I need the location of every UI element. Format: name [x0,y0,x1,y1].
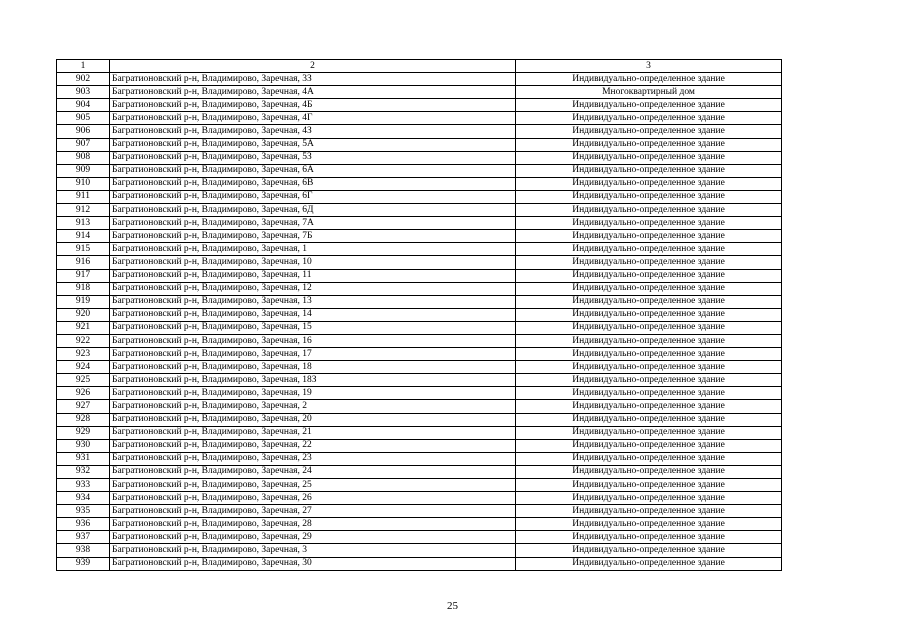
address-cell: Багратионовский р-н, Владимирово, Заречная, 10 [110,256,516,269]
row-number-cell: 910 [57,177,110,190]
table-row [57,230,782,243]
address-cell: Багратионовский р-н, Владимирово, Заречная, 28 [110,518,516,531]
column-header-2: 2 [110,60,516,73]
table-row [57,269,782,282]
object-type-cell: Индивидуально-определенное здание [516,413,782,426]
object-type-cell: Индивидуально-определенное здание [516,531,782,544]
address-cell: Багратионовский р-н, Владимирово, Заречная, 26 [110,492,516,505]
table-row [57,164,782,177]
row-number-cell: 926 [57,387,110,400]
table-row [57,492,782,505]
address-cell: Багратионовский р-н, Владимирово, Заречная, 1 [110,243,516,256]
address-cell: Багратионовский р-н, Владимирово, Заречная, 6В [110,177,516,190]
registry-table-body [57,60,782,571]
address-cell: Багратионовский р-н, Владимирово, Заречная, 21 [110,426,516,439]
row-number-cell: 937 [57,531,110,544]
object-type-cell: Индивидуально-определенное здание [516,426,782,439]
row-number-cell: 923 [57,348,110,361]
table-row [57,308,782,321]
object-type-cell: Индивидуально-определенное здание [516,177,782,190]
object-type-cell: Индивидуально-определенное здание [516,308,782,321]
table-row [57,204,782,217]
object-type-cell: Индивидуально-определенное здание [516,164,782,177]
row-number-cell: 922 [57,334,110,347]
page-number: 25 [447,600,458,612]
object-type-cell: Индивидуально-определенное здание [516,334,782,347]
object-type-cell: Индивидуально-определенное здание [516,321,782,334]
row-number-cell: 917 [57,269,110,282]
object-type-cell: Индивидуально-определенное здание [516,374,782,387]
object-type-cell: Индивидуально-определенное здание [516,282,782,295]
row-number-cell: 934 [57,492,110,505]
address-cell: Багратионовский р-н, Владимирово, Заречная, 18З [110,374,516,387]
object-type-cell: Индивидуально-определенное здание [516,361,782,374]
object-type-cell: Индивидуально-определенное здание [516,269,782,282]
address-cell: Багратионовский р-н, Владимирово, Заречная, 19 [110,387,516,400]
row-number-cell: 915 [57,243,110,256]
table-row [57,348,782,361]
row-number-cell: 933 [57,479,110,492]
address-cell: Багратионовский р-н, Владимирово, Заречная, 3З [110,73,516,86]
address-cell: Багратионовский р-н, Владимирово, Заречная, 7Б [110,230,516,243]
address-cell: Багратионовский р-н, Владимирово, Заречная, 24 [110,465,516,478]
address-cell: Багратионовский р-н, Владимирово, Заречная, 5А [110,138,516,151]
object-type-cell: Индивидуально-определенное здание [516,73,782,86]
row-number-cell: 930 [57,439,110,452]
address-cell: Багратионовский р-н, Владимирово, Заречная, 23 [110,452,516,465]
row-number-cell: 907 [57,138,110,151]
table-row [57,99,782,112]
row-number-cell: 905 [57,112,110,125]
row-number-cell: 918 [57,282,110,295]
row-number-cell: 932 [57,465,110,478]
object-type-cell: Индивидуально-определенное здание [516,479,782,492]
row-number-cell: 935 [57,505,110,518]
object-type-cell: Индивидуально-определенное здание [516,465,782,478]
object-type-cell: Индивидуально-определенное здание [516,230,782,243]
table-header-row [57,60,782,73]
address-cell: Багратионовский р-н, Владимирово, Заречная, 6А [110,164,516,177]
object-type-cell: Индивидуально-определенное здание [516,112,782,125]
table-row [57,334,782,347]
table-row [57,426,782,439]
row-number-cell: 912 [57,204,110,217]
table-row [57,465,782,478]
registry-table [56,59,782,571]
row-number-cell: 908 [57,151,110,164]
object-type-cell: Индивидуально-определенное здание [516,99,782,112]
table-row [57,151,782,164]
object-type-cell: Индивидуально-определенное здание [516,217,782,230]
table-row [57,177,782,190]
table-row [57,125,782,138]
object-type-cell: Индивидуально-определенное здание [516,400,782,413]
object-type-cell: Индивидуально-определенное здание [516,518,782,531]
address-cell: Багратионовский р-н, Владимирово, Заречная, 27 [110,505,516,518]
address-cell: Багратионовский р-н, Владимирово, Заречная, 5З [110,151,516,164]
address-cell: Багратионовский р-н, Владимирово, Заречная, 4З [110,125,516,138]
object-type-cell: Индивидуально-определенное здание [516,190,782,203]
address-cell: Багратионовский р-н, Владимирово, Заречная, 17 [110,348,516,361]
address-cell: Багратионовский р-н, Владимирово, Заречная, 2 [110,400,516,413]
row-number-cell: 909 [57,164,110,177]
address-cell: Багратионовский р-н, Владимирово, Заречная, 20 [110,413,516,426]
address-cell: Багратионовский р-н, Владимирово, Заречная, 30 [110,557,516,570]
address-cell: Багратионовский р-н, Владимирово, Заречная, 7А [110,217,516,230]
address-cell: Багратионовский р-н, Владимирово, Заречная, 4Г [110,112,516,125]
row-number-cell: 904 [57,99,110,112]
row-number-cell: 911 [57,190,110,203]
object-type-cell: Индивидуально-определенное здание [516,544,782,557]
table-row [57,86,782,99]
object-type-cell: Индивидуально-определенное здание [516,125,782,138]
column-header-1: 1 [57,60,110,73]
table-row [57,439,782,452]
address-cell: Багратионовский р-н, Владимирово, Заречная, 6Г [110,190,516,203]
row-number-cell: 925 [57,374,110,387]
table-row [57,479,782,492]
table-row [57,282,782,295]
table-row [57,217,782,230]
address-cell: Багратионовский р-н, Владимирово, Заречная, 6Д [110,204,516,217]
object-type-cell: Многоквартирный дом [516,86,782,99]
address-cell: Багратионовский р-н, Владимирово, Заречная, 13 [110,295,516,308]
object-type-cell: Индивидуально-определенное здание [516,492,782,505]
address-cell: Багратионовский р-н, Владимирово, Заречная, 29 [110,531,516,544]
object-type-cell: Индивидуально-определенное здание [516,204,782,217]
row-number-cell: 906 [57,125,110,138]
address-cell: Багратионовский р-н, Владимирово, Заречная, 15 [110,321,516,334]
row-number-cell: 920 [57,308,110,321]
row-number-cell: 927 [57,400,110,413]
row-number-cell: 939 [57,557,110,570]
table-row [57,138,782,151]
row-number-cell: 913 [57,217,110,230]
address-cell: Багратионовский р-н, Владимирово, Заречная, 4А [110,86,516,99]
table-row [57,243,782,256]
table-row [57,387,782,400]
table-row [57,190,782,203]
object-type-cell: Индивидуально-определенное здание [516,151,782,164]
row-number-cell: 919 [57,295,110,308]
address-cell: Багратионовский р-н, Владимирово, Заречная, 4Б [110,99,516,112]
row-number-cell: 928 [57,413,110,426]
address-cell: Багратионовский р-н, Владимирово, Заречная, 14 [110,308,516,321]
address-cell: Багратионовский р-н, Владимирово, Заречная, 3 [110,544,516,557]
object-type-cell: Индивидуально-определенное здание [516,256,782,269]
row-number-cell: 936 [57,518,110,531]
column-header-3: 3 [516,60,782,73]
table-row [57,544,782,557]
address-cell: Багратионовский р-н, Владимирово, Заречная, 18 [110,361,516,374]
table-row [57,256,782,269]
row-number-cell: 938 [57,544,110,557]
row-number-cell: 903 [57,86,110,99]
row-number-cell: 921 [57,321,110,334]
address-cell: Багратионовский р-н, Владимирово, Заречная, 11 [110,269,516,282]
table-row [57,518,782,531]
table-row [57,505,782,518]
address-cell: Багратионовский р-н, Владимирово, Заречная, 22 [110,439,516,452]
table-row [57,452,782,465]
object-type-cell: Индивидуально-определенное здание [516,138,782,151]
table-row [57,321,782,334]
row-number-cell: 914 [57,230,110,243]
object-type-cell: Индивидуально-определенное здание [516,557,782,570]
table-row [57,112,782,125]
row-number-cell: 916 [57,256,110,269]
address-cell: Багратионовский р-н, Владимирово, Заречная, 12 [110,282,516,295]
table-row [57,295,782,308]
row-number-cell: 929 [57,426,110,439]
table-row [57,361,782,374]
table-row [57,557,782,570]
address-cell: Багратионовский р-н, Владимирово, Заречная, 25 [110,479,516,492]
object-type-cell: Индивидуально-определенное здание [516,243,782,256]
address-cell: Багратионовский р-н, Владимирово, Заречная, 16 [110,334,516,347]
row-number-cell: 924 [57,361,110,374]
object-type-cell: Индивидуально-определенное здание [516,439,782,452]
object-type-cell: Индивидуально-определенное здание [516,295,782,308]
table-row [57,400,782,413]
object-type-cell: Индивидуально-определенное здание [516,387,782,400]
object-type-cell: Индивидуально-определенное здание [516,505,782,518]
object-type-cell: Индивидуально-определенное здание [516,452,782,465]
table-row [57,413,782,426]
table-row [57,531,782,544]
table-row [57,73,782,86]
row-number-cell: 931 [57,452,110,465]
object-type-cell: Индивидуально-определенное здание [516,348,782,361]
row-number-cell: 902 [57,73,110,86]
table-row [57,374,782,387]
